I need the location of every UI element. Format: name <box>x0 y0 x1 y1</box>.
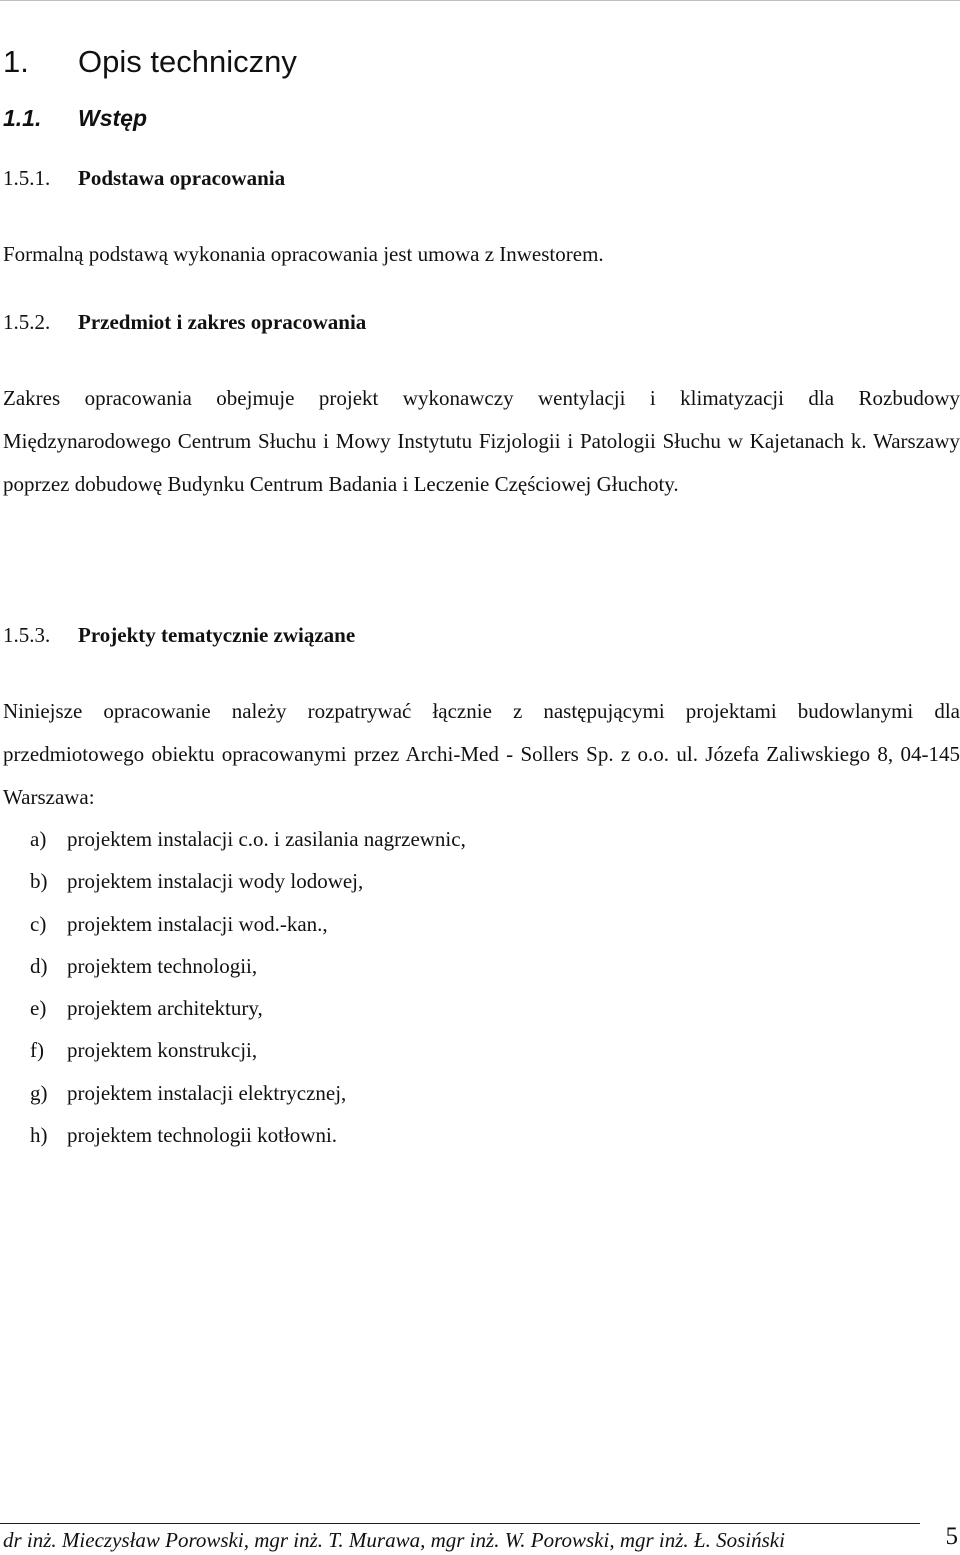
heading-1 <box>3 40 297 84</box>
list-item <box>30 818 466 860</box>
heading-2-title: Wstęp <box>78 105 147 131</box>
heading-1-number: 1. <box>3 44 29 79</box>
page-number: 5 <box>945 1523 958 1550</box>
footer-divider <box>0 1523 920 1524</box>
heading-1-title: Opis techniczny <box>78 44 297 79</box>
list-item-text: projektem instalacji wody lodowej, <box>67 869 364 894</box>
section-152-heading <box>3 307 366 337</box>
list-item <box>30 860 466 902</box>
list-item-text: projektem instalacji wod.-kan., <box>67 911 328 936</box>
list-marker: e) <box>30 996 47 1021</box>
section-151-title: Podstawa opracowania <box>78 166 286 190</box>
list-item-text: projektem instalacji elektrycznej, <box>67 1080 347 1105</box>
list-marker: f) <box>30 1038 44 1063</box>
list-marker: c) <box>30 911 47 936</box>
section-151-number: 1.5.1. <box>3 166 51 190</box>
footer-authors: dr inż. Mieczysław Porowski, mgr inż. T. Murawa, mgr inż. W. Porowski, mgr inż. Ł. Sosiński <box>3 1528 785 1552</box>
section-152-number: 1.5.2. <box>3 310 51 334</box>
list-item-text: projektem konstrukcji, <box>67 1038 258 1063</box>
section-151-heading <box>3 163 285 193</box>
list-marker: a) <box>30 827 47 851</box>
section-153-paragraph: Niniejsze opracowanie należy rozpatrywać łącznie z następującymi projektami budowlanymi dla przedmiotowego obiektu opracowanymi przez Archi-Med - Sollers Sp. z o.o. ul. Józefa Zaliwskiego 8, 04-145 Warszawa: <box>3 699 960 809</box>
list-item-text: projektem technologii, <box>67 953 258 978</box>
section-153-heading <box>3 620 355 650</box>
list-item <box>30 1072 466 1114</box>
section-153-number: 1.5.3. <box>3 623 51 647</box>
list-marker: g) <box>30 1080 48 1105</box>
list-item-text: projektem architektury, <box>67 996 263 1021</box>
list-marker: h) <box>30 1123 48 1148</box>
related-projects-list <box>30 818 466 1156</box>
section-153-title: Projekty tematycznie związane <box>78 623 356 647</box>
list-item <box>30 945 466 987</box>
list-marker: b) <box>30 869 48 894</box>
section-152-title: Przedmiot i zakres opracowania <box>78 310 367 334</box>
heading-2 <box>3 100 147 136</box>
list-marker: d) <box>30 953 48 978</box>
section-151-paragraph: Formalną podstawą wykonania opracowania jest umowa z Inwestorem. <box>3 242 604 266</box>
list-item <box>30 1029 466 1071</box>
list-item <box>30 987 466 1029</box>
heading-2-number: 1.1. <box>3 105 42 131</box>
list-item <box>30 903 466 945</box>
list-item-text: projektem instalacji c.o. i zasilania nagrzewnic, <box>67 827 466 851</box>
list-item-text: projektem technologii kotłowni. <box>67 1123 338 1148</box>
list-item <box>30 1114 466 1156</box>
section-152-paragraph: Zakres opracowania obejmuje projekt wykonawczy wentylacji i klimatyzacji dla Rozbudowy Międzynarodowego Centrum Słuchu i Mowy Instytutu Fizjologii i Patologii Słuchu w Kajetanach k. Warszawy poprzez dobudowę Budynku Centrum Badania i Leczenie Częściowej Głuchoty. <box>3 386 960 496</box>
